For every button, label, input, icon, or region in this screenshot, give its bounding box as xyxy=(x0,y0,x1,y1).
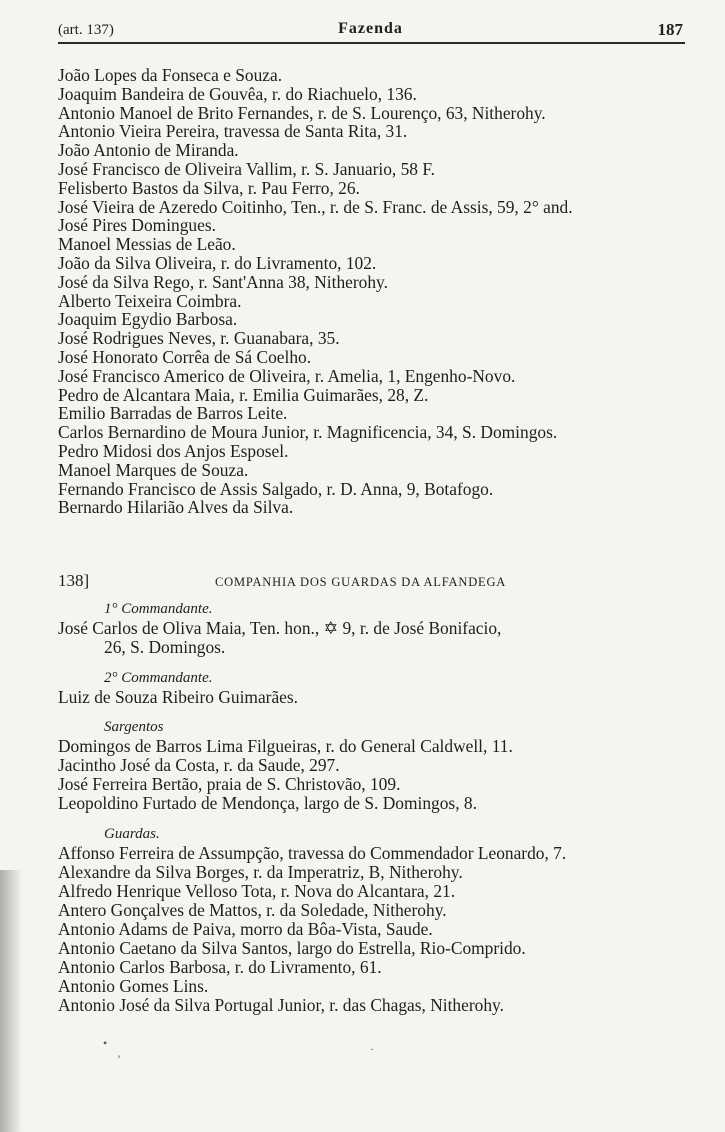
list-entry: Antonio Manoel de Brito Fernandes, r. de S. Lourenço, 63, Nitherohy. xyxy=(58,102,546,123)
list-entry: Alberto Teixeira Coimbra. xyxy=(58,290,242,311)
list-entry: Fernando Francisco de Assis Salgado, r. D. Anna, 9, Botafogo. xyxy=(58,478,494,499)
list-entry: José Francisco Americo de Oliveira, r. Amelia, 1, Engenho-Novo. xyxy=(58,365,516,386)
sargento-entry: Jacintho José da Costa, r. da Saude, 297. xyxy=(58,755,340,775)
guarda-entry: Antonio Caetano da Silva Santos, largo do Estrella, Rio-Comprido. xyxy=(58,938,526,958)
commandante1-entry-cont: 26, S. Domingos. xyxy=(104,637,226,657)
list-entry: José Francisco de Oliveira Vallim, r. S. Januario, 58 F. xyxy=(58,158,435,179)
list-entry: Felisberto Bastos da Silva, r. Pau Ferro, 26. xyxy=(58,177,360,198)
section-heading xyxy=(58,571,698,593)
running-header xyxy=(58,20,683,42)
guarda-entry: Alfredo Henrique Velloso Tota, r. Nova do Alcantara, 21. xyxy=(58,881,456,901)
commandante1-entry: José Carlos de Oliva Maia, Ten. hon., ✡ 9, r. de José Bonifacio, xyxy=(58,618,502,638)
commandante2-block xyxy=(58,668,698,707)
sargento-entry: Leopoldino Furtado de Mendonça, largo de S. Domingos, 8. xyxy=(58,793,477,813)
guardas-block xyxy=(58,824,698,1015)
page-number: 187 xyxy=(657,20,683,39)
list-entry: Joaquim Bandeira de Gouvêa, r. do Riachuelo, 136. xyxy=(58,83,417,104)
list-entry: José Rodrigues Neves, r. Guanabara, 35. xyxy=(58,328,340,349)
commandante1-block xyxy=(58,599,698,657)
commandante1-label: 1° Commandante. xyxy=(104,601,213,617)
list-entry: Antonio Vieira Pereira, travessa de Santa Rita, 31. xyxy=(58,121,408,142)
header-section-title: Fazenda xyxy=(338,20,403,37)
list-entry: João Antonio de Miranda. xyxy=(58,140,239,161)
sargento-entry: José Ferreira Bertão, praia de S. Christovão, 109. xyxy=(58,774,401,794)
guarda-entry: Antonio Adams de Paiva, morro da Bôa-Vista, Saude. xyxy=(58,919,433,939)
list-entry: João Lopes da Fonseca e Souza. xyxy=(58,65,283,85)
commandante2-entry: Luiz de Souza Ribeiro Guimarães. xyxy=(58,687,299,707)
guarda-entry: Antonio José da Silva Portugal Junior, r. das Chagas, Nitherohy. xyxy=(58,995,504,1015)
guardas-list xyxy=(58,844,698,1015)
section-title: COMPANHIA DOS GUARDAS DA ALFANDEGA xyxy=(215,575,507,589)
commandante2-label: 2° Commandante. xyxy=(104,670,213,686)
list-entry: Carlos Bernardino de Moura Junior, r. Magnificencia, 34, S. Domingos. xyxy=(58,422,558,443)
ink-speck: ' xyxy=(118,1052,121,1066)
list-entry: João da Silva Oliveira, r. do Livramento, 102. xyxy=(58,252,377,273)
guarda-entry: Antonio Gomes Lins. xyxy=(58,976,209,996)
page-edge-shadow xyxy=(0,870,22,1132)
guarda-entry: Affonso Ferreira de Assumpção, travessa do Commendador Leonardo, 7. xyxy=(58,843,567,863)
list-entry: José Pires Domingues. xyxy=(58,215,216,236)
list-entry: Manoel Marques de Souza. xyxy=(58,459,249,480)
sargento-entry: Domingos de Barros Lima Filgueiras, r. do General Caldwell, 11. xyxy=(58,736,513,756)
list-entry: Bernardo Hilarião Alves da Silva. xyxy=(58,497,294,518)
sargentos-label: Sargentos xyxy=(104,719,164,735)
list-entry: Pedro Midosi dos Anjos Esposel. xyxy=(58,440,289,461)
header-rule xyxy=(58,42,685,44)
list-entry: José Honorato Corrêa de Sá Coelho. xyxy=(58,346,312,367)
list-entry: José Vieira de Azeredo Coitinho, Ten., r. de S. Franc. de Assis, 59, 2° and. xyxy=(58,196,573,217)
ink-speck: · xyxy=(370,1042,374,1056)
list-entry: José da Silva Rego, r. Sant'Anna 38, Nitherohy. xyxy=(58,271,388,292)
sargentos-block xyxy=(58,717,698,813)
guardas-label: Guardas. xyxy=(104,826,160,842)
section-number: 138] xyxy=(58,571,90,590)
list-entry: Emilio Barradas de Barros Leite. xyxy=(58,403,288,424)
ink-speck: • xyxy=(103,1036,108,1050)
guarda-entry: Antonio Carlos Barbosa, r. do Livramento, 61. xyxy=(58,957,382,977)
list-entry: Pedro de Alcantara Maia, r. Emilia Guimarães, 28, Z. xyxy=(58,384,429,405)
list-entry: Joaquim Egydio Barbosa. xyxy=(58,309,238,330)
guarda-entry: Alexandre da Silva Borges, r. da Imperatriz, B, Nitherohy. xyxy=(58,862,463,882)
sargentos-list xyxy=(58,737,698,813)
guarda-entry: Antero Gonçalves de Mattos, r. da Soledade, Nitherohy. xyxy=(58,900,447,920)
header-article-ref: (art. 137) xyxy=(58,22,114,38)
list-entry: Manoel Messias de Leão. xyxy=(58,234,236,255)
name-list xyxy=(58,66,698,517)
